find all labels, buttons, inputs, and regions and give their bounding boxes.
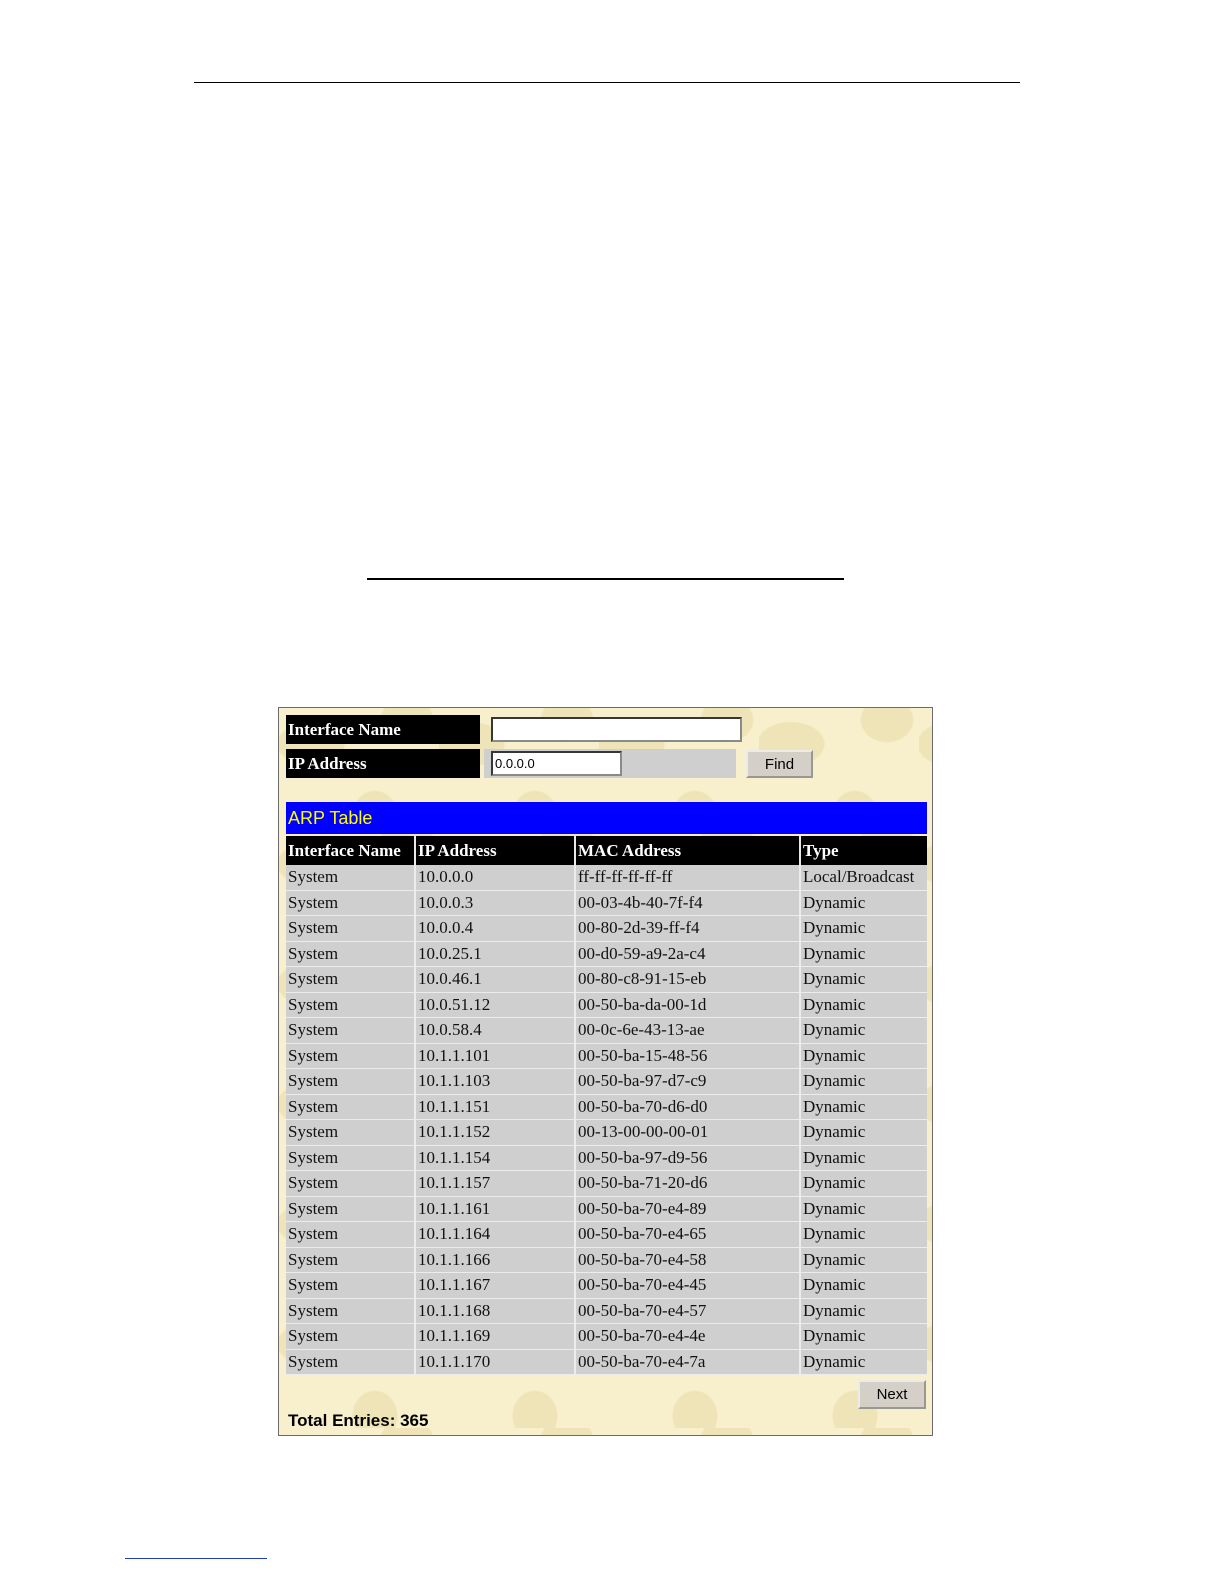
arp-table (286, 836, 927, 1375)
table-row (286, 1298, 927, 1324)
table-row (286, 890, 927, 916)
cell-ip-address: 10.0.46.1 (415, 967, 575, 993)
cell-interface-name: System (286, 1196, 415, 1222)
cell-type: Dynamic (800, 1273, 927, 1299)
cell-interface-name: System (286, 1298, 415, 1324)
cell-interface-name: System (286, 890, 415, 916)
table-row (286, 1247, 927, 1273)
cell-mac-address: 00-50-ba-97-d7-c9 (575, 1069, 800, 1095)
cell-ip-address: 10.0.0.0 (415, 865, 575, 890)
cell-mac-address: 00-80-2d-39-ff-f4 (575, 916, 800, 942)
table-row (286, 1120, 927, 1146)
cell-mac-address: 00-50-ba-70-e4-89 (575, 1196, 800, 1222)
cell-mac-address: 00-d0-59-a9-2a-c4 (575, 941, 800, 967)
cell-interface-name: System (286, 941, 415, 967)
cell-interface-name: System (286, 1120, 415, 1146)
cell-ip-address: 10.0.58.4 (415, 1018, 575, 1044)
cell-type: Dynamic (800, 1094, 927, 1120)
cell-ip-address: 10.1.1.161 (415, 1196, 575, 1222)
cell-type: Dynamic (800, 1171, 927, 1197)
cell-ip-address: 10.0.51.12 (415, 992, 575, 1018)
table-row (286, 1069, 927, 1095)
table-row (286, 1196, 927, 1222)
cell-type: Dynamic (800, 1018, 927, 1044)
table-row (286, 992, 927, 1018)
table-row (286, 1222, 927, 1248)
cell-ip-address: 10.0.25.1 (415, 941, 575, 967)
cell-type: Dynamic (800, 1298, 927, 1324)
cell-type: Dynamic (800, 941, 927, 967)
cell-ip-address: 10.1.1.157 (415, 1171, 575, 1197)
cell-type: Dynamic (800, 992, 927, 1018)
cell-mac-address: 00-50-ba-70-e4-7a (575, 1349, 800, 1375)
cell-mac-address: ff-ff-ff-ff-ff-ff (575, 865, 800, 890)
cell-type: Dynamic (800, 967, 927, 993)
cell-ip-address: 10.1.1.103 (415, 1069, 575, 1095)
cell-mac-address: 00-50-ba-da-00-1d (575, 992, 800, 1018)
cell-mac-address: 00-50-ba-70-e4-4e (575, 1324, 800, 1350)
cell-ip-address: 10.1.1.167 (415, 1273, 575, 1299)
cell-interface-name: System (286, 1324, 415, 1350)
ip-address-input[interactable] (491, 751, 622, 776)
cell-mac-address: 00-50-ba-70-d6-d0 (575, 1094, 800, 1120)
table-row (286, 1094, 927, 1120)
cell-interface-name: System (286, 1171, 415, 1197)
cell-mac-address: 00-50-ba-70-e4-45 (575, 1273, 800, 1299)
cell-type: Dynamic (800, 1145, 927, 1171)
cell-interface-name: System (286, 1222, 415, 1248)
cell-ip-address: 10.1.1.101 (415, 1043, 575, 1069)
cell-mac-address: 00-80-c8-91-15-eb (575, 967, 800, 993)
cell-type: Dynamic (800, 1196, 927, 1222)
cell-type: Dynamic (800, 916, 927, 942)
table-row (286, 1018, 927, 1044)
cell-interface-name: System (286, 992, 415, 1018)
find-button[interactable]: Find (746, 750, 813, 778)
total-entries: Total Entries: 365 (288, 1411, 429, 1430)
cell-ip-address: 10.1.1.164 (415, 1222, 575, 1248)
cell-ip-address: 10.1.1.152 (415, 1120, 575, 1146)
cell-type: Dynamic (800, 1069, 927, 1095)
table-row (286, 865, 927, 890)
interface-name-row (286, 715, 734, 744)
cell-interface-name: System (286, 1247, 415, 1273)
column-header-interface-name: Interface Name (286, 836, 415, 865)
cell-mac-address: 00-50-ba-70-e4-58 (575, 1247, 800, 1273)
cell-mac-address: 00-0c-6e-43-13-ae (575, 1018, 800, 1044)
interface-name-label: Interface Name (286, 715, 480, 744)
cell-interface-name: System (286, 967, 415, 993)
cell-interface-name: System (286, 1094, 415, 1120)
arp-table-panel (278, 707, 933, 1436)
page-header-rule (194, 82, 1020, 83)
cell-interface-name: System (286, 1273, 415, 1299)
cell-type: Dynamic (800, 1120, 927, 1146)
column-header-type: Type (800, 836, 927, 865)
cell-type: Dynamic (800, 1222, 927, 1248)
cell-type: Local/Broadcast (800, 865, 927, 890)
cell-type: Dynamic (800, 1349, 927, 1375)
table-row (286, 1273, 927, 1299)
section-rule (367, 578, 844, 580)
table-row (286, 1171, 927, 1197)
column-header-ip-address: IP Address (415, 836, 575, 865)
cell-ip-address: 10.1.1.168 (415, 1298, 575, 1324)
cell-ip-address: 10.1.1.154 (415, 1145, 575, 1171)
table-row (286, 1145, 927, 1171)
cell-mac-address: 00-50-ba-15-48-56 (575, 1043, 800, 1069)
table-row (286, 1349, 927, 1375)
table-row (286, 1043, 927, 1069)
cell-interface-name: System (286, 1145, 415, 1171)
cell-interface-name: System (286, 1043, 415, 1069)
cell-interface-name: System (286, 1069, 415, 1095)
cell-type: Dynamic (800, 1324, 927, 1350)
cell-ip-address: 10.1.1.169 (415, 1324, 575, 1350)
cell-type: Dynamic (800, 1043, 927, 1069)
cell-mac-address: 00-50-ba-70-e4-57 (575, 1298, 800, 1324)
table-row (286, 967, 927, 993)
footer-link-underline (125, 1558, 267, 1559)
cell-interface-name: System (286, 1018, 415, 1044)
next-button[interactable]: Next (858, 1380, 926, 1409)
cell-interface-name: System (286, 916, 415, 942)
ip-address-label: IP Address (286, 749, 480, 778)
cell-interface-name: System (286, 865, 415, 890)
table-row (286, 941, 927, 967)
cell-mac-address: 00-03-4b-40-7f-f4 (575, 890, 800, 916)
cell-type: Dynamic (800, 890, 927, 916)
cell-ip-address: 10.1.1.166 (415, 1247, 575, 1273)
interface-name-input[interactable] (491, 717, 742, 742)
ip-address-row (286, 749, 806, 778)
table-row (286, 916, 927, 942)
arp-table-header-row (286, 836, 927, 865)
cell-ip-address: 10.0.0.3 (415, 890, 575, 916)
column-header-mac-address: MAC Address (575, 836, 800, 865)
table-row (286, 1324, 927, 1350)
cell-ip-address: 10.1.1.151 (415, 1094, 575, 1120)
cell-ip-address: 10.0.0.4 (415, 916, 575, 942)
cell-interface-name: System (286, 1349, 415, 1375)
cell-type: Dynamic (800, 1247, 927, 1273)
cell-mac-address: 00-13-00-00-00-01 (575, 1120, 800, 1146)
cell-ip-address: 10.1.1.170 (415, 1349, 575, 1375)
cell-mac-address: 00-50-ba-70-e4-65 (575, 1222, 800, 1248)
cell-mac-address: 00-50-ba-97-d9-56 (575, 1145, 800, 1171)
cell-mac-address: 00-50-ba-71-20-d6 (575, 1171, 800, 1197)
arp-table-title: ARP Table (286, 802, 927, 834)
